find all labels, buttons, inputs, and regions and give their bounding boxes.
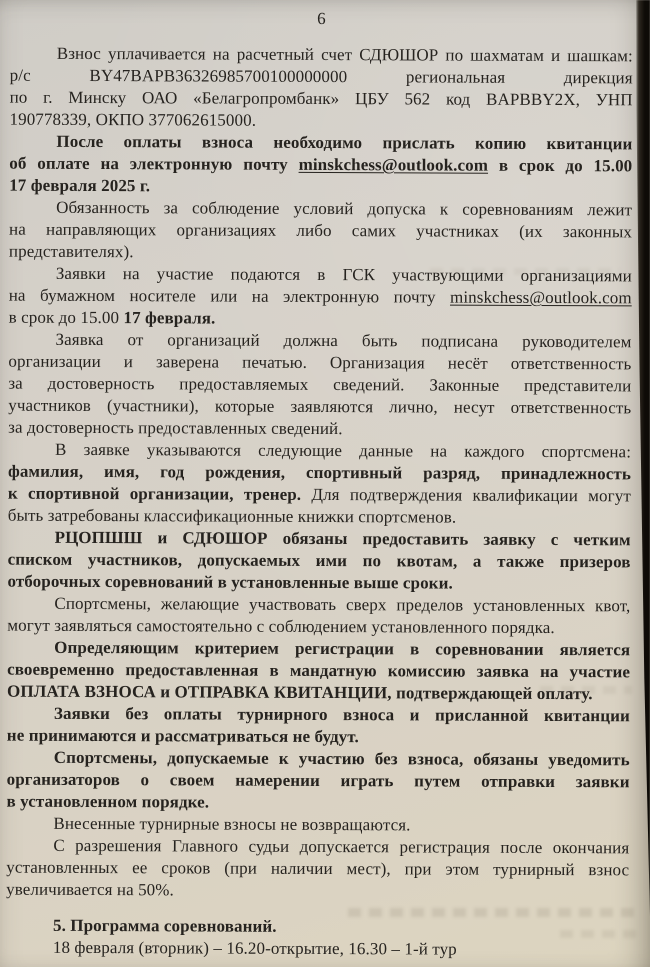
- text-segment: 18 февраля (вторник) – 16.20-открытие, 16.30 – 1-й тур: [52, 937, 457, 959]
- text-segment: на направляющих организациях либо самих участниках (их законных: [8, 219, 633, 242]
- text-segment: ОПЛАТА ВЗНОСА и ОТПРАВКА КВИТАНЦИИ, подтверждающей оплату.: [6, 681, 593, 704]
- text-segment: С разрешения Главного судьи допускается регистрация после окончания: [53, 835, 630, 858]
- paragraph-responsibility-admission: [9, 197, 632, 266]
- text-line: [8, 417, 631, 442]
- text-segment: Спортсмены, желающие участвовать сверх пределов установленных квот,: [54, 593, 631, 616]
- text-line: [10, 87, 633, 112]
- text-line: [9, 263, 632, 288]
- text-segment: за достоверность предоставленных сведений.: [8, 417, 343, 439]
- text-line: [7, 769, 630, 794]
- section-heading-program: [6, 915, 629, 940]
- text-segment: В заявке указываются следующие данные на каждого спортсмена:: [55, 439, 632, 462]
- text-line: [7, 615, 630, 640]
- text-segment: установленных ее сроков (при наличии мест), при этом турнирный взнос: [6, 857, 630, 880]
- text-line: [9, 175, 632, 200]
- text-segment: 5. Программа соревнований.: [52, 915, 277, 936]
- page-number: 6: [317, 8, 326, 29]
- text-segment: Спортсмены, допускаемые к участию без взноса, обязаны уведомить: [53, 747, 630, 770]
- text-segment: увеличивается на 50%.: [6, 879, 174, 900]
- text-line: [8, 395, 631, 420]
- text-segment: Заявки на участие подаются в ГСК участвующими организациями: [55, 263, 632, 286]
- text-segment: 17 февраля.: [123, 308, 216, 328]
- text-segment: за достоверность предоставляемых сведений. Законные представители: [8, 373, 632, 396]
- text-line: [9, 219, 632, 244]
- text-line: [7, 725, 630, 750]
- text-segment: 17 февраля 2025 г.: [9, 175, 151, 196]
- paragraph-no-fee-athletes: [6, 747, 629, 816]
- text-line: [9, 329, 632, 354]
- text-segment: фамилия, имя, год рождения, спортивный разряд, принадлежность: [7, 461, 632, 484]
- text-segment: Заявки без оплаты турнирного взноса и присланной квитанции: [53, 703, 630, 726]
- text-line: [7, 747, 630, 772]
- text-segment: р/с BY47BAPB36326985700100000000 региональная дирекция: [9, 65, 633, 88]
- paragraph-applications-rejected: [7, 703, 630, 750]
- paragraph-payment-receipt: [9, 131, 632, 200]
- text-line: [8, 483, 631, 508]
- text-segment: Взнос уплачивается на расчетный счет СДЮШОР по шахматам и шашкам:: [56, 43, 633, 66]
- text-line: [8, 505, 631, 530]
- text-segment: 190778339, ОКПО 377062615000.: [9, 109, 257, 130]
- text-segment: участников (участники), которые заявляются лично, несут ответственность: [8, 395, 632, 418]
- paragraph-late-registration: [6, 835, 629, 904]
- text-line: [9, 197, 632, 222]
- text-segment: РЦОПШШ и СДЮШОР обязаны предоставить заявку с четким: [54, 527, 631, 550]
- paragraph-rcopshsh-sdyushor: [7, 527, 630, 596]
- text-segment: Обязанность за соблюдение условий допуска к соревнованиям лежит: [56, 197, 633, 220]
- text-line: [9, 285, 632, 310]
- paragraph-applications-submission: [9, 263, 632, 332]
- text-segment: Заявка от организаций должна быть подписана руководителем: [55, 329, 632, 352]
- text-segment: на бумажном носителе или на электронную почту: [8, 285, 451, 307]
- text-line: [9, 241, 632, 266]
- text-segment: своевременно предоставленная в мандатную комиссию заявка на участие: [7, 659, 631, 682]
- text-line: [7, 703, 630, 728]
- email-text: minskchess@outlook.com: [298, 154, 489, 175]
- text-line: [6, 835, 629, 860]
- text-segment: Для подтверждения квалификации могут: [301, 484, 631, 506]
- paragraph-fees-nonrefundable: [6, 813, 629, 838]
- text-line: [8, 461, 631, 486]
- text-segment: представителях).: [8, 241, 134, 262]
- text-segment: организаторов о своем намерении играть путем отправки заявки: [6, 769, 630, 792]
- paragraph-application-data: [8, 439, 631, 530]
- text-line: [9, 153, 632, 178]
- text-segment: организации и заверена печатью. Организация несёт ответственность: [8, 351, 632, 374]
- text-line: [6, 813, 629, 838]
- paragraph-registration-criteria: [7, 637, 630, 706]
- text-line: [8, 549, 631, 574]
- text-line: [7, 593, 630, 618]
- text-segment: в срок до 15.00: [488, 155, 633, 176]
- text-line: [6, 791, 629, 816]
- text-line: [8, 373, 631, 398]
- text-segment: отборочных соревнований в установленные выше сроки.: [7, 571, 453, 593]
- paragraph-application-signature: [8, 329, 631, 442]
- text-line: [6, 879, 629, 904]
- text-line: [7, 571, 630, 596]
- text-line: [10, 65, 633, 90]
- text-line: [8, 439, 631, 464]
- text-segment: После оплаты взноса необходимо прислать копию квитанции: [56, 131, 633, 154]
- text-line: [6, 937, 629, 962]
- paragraph-bank-details: [9, 43, 632, 134]
- text-segment: в установленном порядке.: [6, 791, 210, 812]
- text-line: [9, 307, 632, 332]
- photo-dark-edge: [635, 0, 650, 916]
- text-segment: по г. Минску ОАО «Белагропромбанк» ЦБУ 562 код BAPBBY2X, УНП: [9, 87, 633, 110]
- text-segment: к спортивной организации, тренер.: [7, 483, 302, 504]
- text-line: [7, 637, 630, 662]
- text-line: [9, 109, 632, 134]
- text-segment: Внесенные турнирные взносы не возвращаются.: [53, 813, 411, 835]
- text-line: [8, 527, 631, 552]
- paragraph-over-quota: [7, 593, 630, 640]
- text-line: [8, 351, 631, 376]
- text-segment: об оплате на электронную почту: [9, 153, 299, 174]
- text-line: [10, 43, 633, 68]
- text-segment: не принимаются и рассматриваться не будут.: [6, 725, 359, 747]
- text-line: [7, 659, 630, 684]
- email-text: minskchess@outlook.com: [449, 287, 632, 308]
- text-segment: в срок до 15.00: [8, 307, 124, 328]
- text-line: [6, 857, 629, 882]
- paragraph-program-day1: [6, 937, 629, 962]
- text-line: [9, 131, 632, 156]
- text-line: [7, 681, 630, 706]
- text-segment: могут заявляться самостоятельно с соблюдением установленного порядка.: [7, 615, 555, 638]
- text-segment: списком участников, допускаемых ими по квотам, а также призеров: [7, 549, 631, 572]
- text-line: [6, 915, 629, 940]
- text-segment: быть затребованы классификационные книжки спортсменов.: [7, 505, 457, 527]
- document-content: [6, 7, 633, 962]
- document-body: [6, 43, 633, 962]
- text-segment: Определяющим критерием регистрации в соревновании является: [54, 637, 631, 660]
